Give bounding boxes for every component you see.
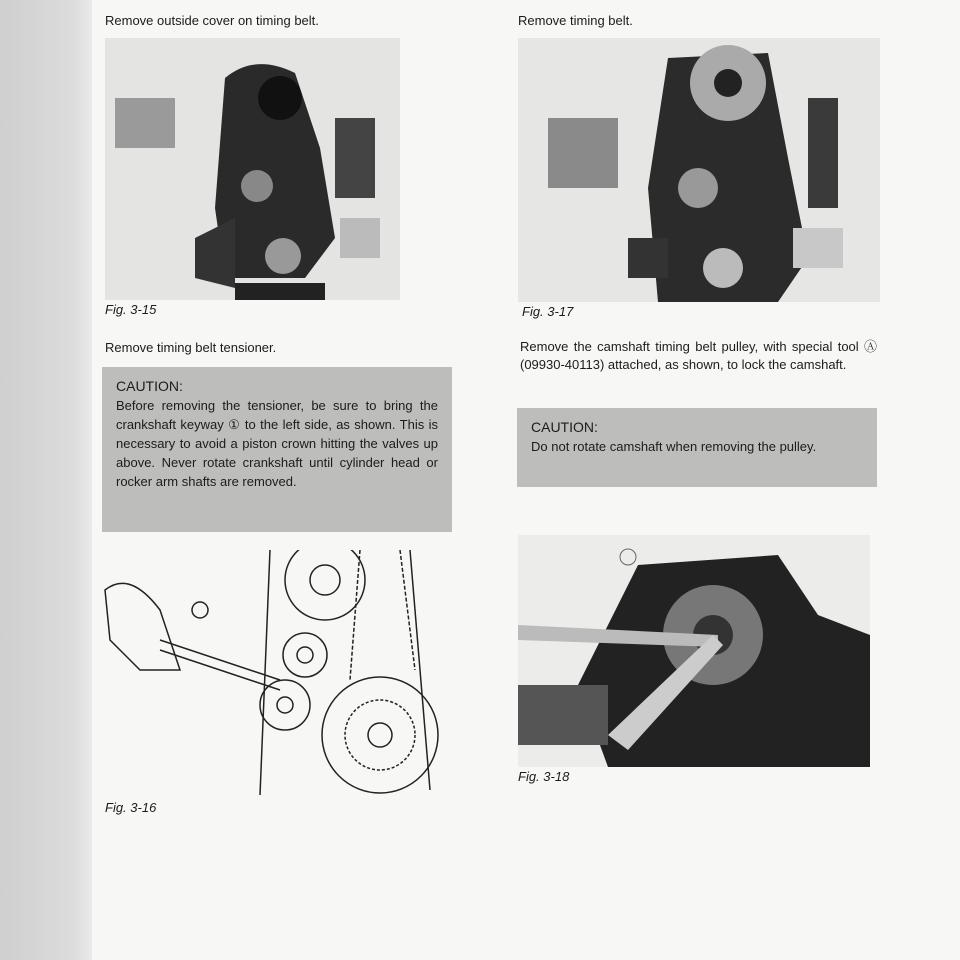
photo-camshaft-pulley-tool [518,535,870,767]
step-remove-tensioner: Remove timing belt tensioner. [105,340,277,355]
figure-caption-3-15: Fig. 3-15 [105,302,157,317]
caution-title: CAUTION: [116,378,183,394]
step-remove-outside-cover: Remove outside cover on timing belt. [105,13,319,28]
step-remove-camshaft-pulley: Remove the camshaft timing belt pulley, with special tool Ⓐ (09930-40113) attached, as shown, to lock the camshaft. [520,339,877,372]
photo-timing-belt [518,38,880,302]
caution-title: CAUTION: [531,419,598,435]
scan-margin [0,0,92,960]
figure-caption-3-17: Fig. 3-17 [522,304,574,319]
step-remove-timing-belt: Remove timing belt. [518,13,633,28]
caution-box-tensioner [102,367,452,532]
photo-engine-with-cover [105,38,400,300]
figure-caption-3-18: Fig. 3-18 [518,769,570,784]
caution-text: Do not rotate camshaft when removing the pulley. [531,439,817,454]
diagram-crankshaft-tensioner [100,550,440,795]
figure-caption-3-16: Fig. 3-16 [105,800,157,815]
caution-box-camshaft [517,408,877,487]
caution-text: Before removing the tensioner, be sure to bring the crankshaft keyway ① to the left side, as shown. This is necessary to avoid a piston crown hitting the valves up above. Never rotate crankshaft until cylinder head or rocker arm shafts are removed. [116,398,438,489]
